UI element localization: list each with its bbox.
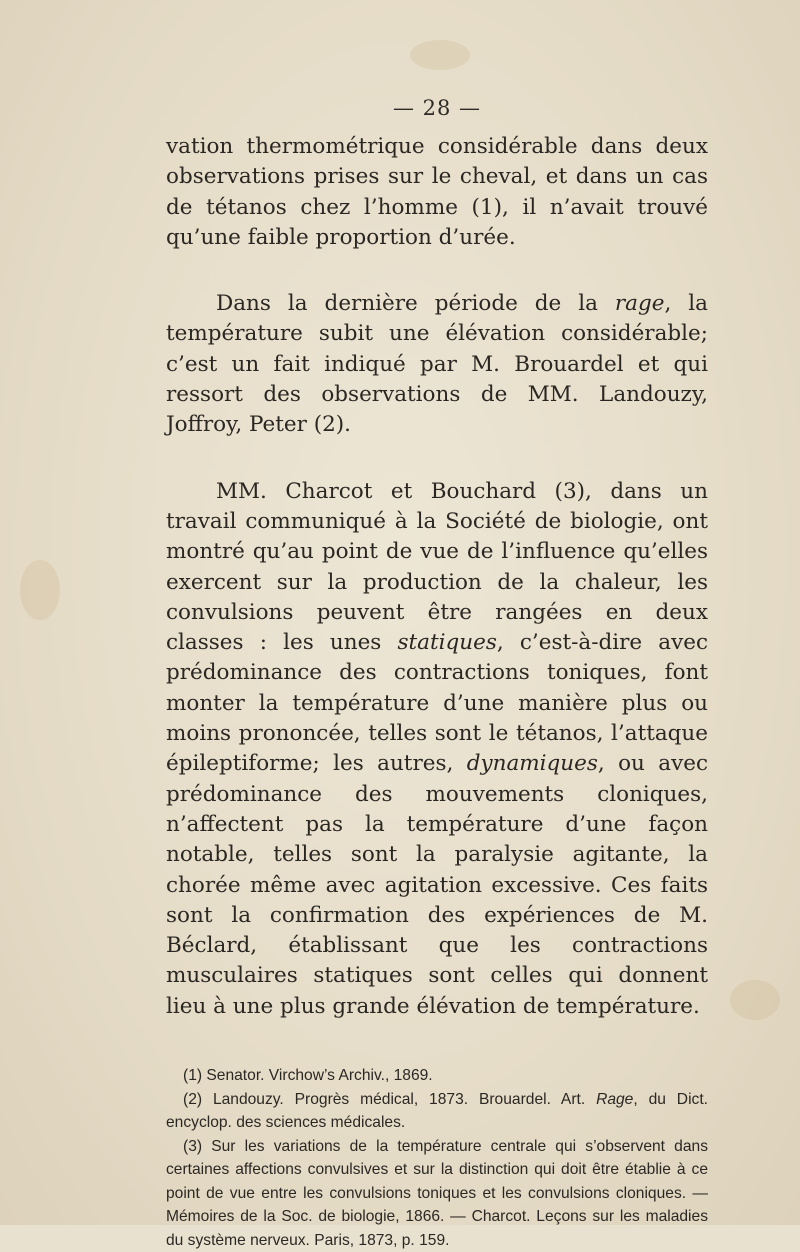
paragraph-1: [166, 132, 708, 253]
footnote-3: (3) Sur les variations de la température centrale qui s’observent dans certaines affections convulsives et sur la distinction qui doit être établie à ce point de vue entre les convulsions toniques et les convulsions cloniques. — Mémoires de la Soc. de biologie, 1866. — Charcot. Leçons sur les maladies du système nerveux. Paris, 1873, p. 159.: [166, 1137, 708, 1249]
footnote-1: (1) Senator. Virchow’s Archiv., 1869.: [183, 1067, 433, 1085]
footnote-2-text-start: (2) Landouzy. Progrès médical, 1873. Brouardel. Art.: [183, 1090, 597, 1108]
paragraph-3-text-c: , ou avec prédominance des mouvements cloniques, n’affectent pas la température d’une façon notable, telles sont la paralysie agitante, la chorée même avec agitation excessive. Ces faits sont la confirmation des expériences de M. Béclard, établissant que les contractions musculaires statiques sont celles qui donnent lieu à une plus grande élévation de température.: [166, 751, 708, 1019]
paper-stain: [410, 40, 470, 70]
footnote-2-italic-rage: Rage: [596, 1090, 634, 1108]
page-content: [166, 96, 708, 1252]
paper-stain: [730, 980, 780, 1020]
paragraph-2: [166, 289, 708, 440]
paper-stain: [20, 560, 60, 620]
page-number: — 28 —: [392, 96, 482, 120]
paragraph-3: [166, 477, 708, 1022]
footnote-2: [166, 1088, 708, 1135]
footnote-2-text-end: , du Dict. encyclop. des sciences médicales.: [166, 1090, 708, 1132]
paragraph-3-text-b: , c’est-à-dire avec prédominance des contractions toniques, font monter la température d’une manière plus ou moins prononcée, telles sont le tétanos, l’attaque épileptiforme; les autres,: [166, 630, 708, 777]
paragraph-2-text-start: Dans la dernière période de la: [216, 291, 615, 317]
paragraph-3-italic-statiques: statiques: [397, 630, 497, 656]
footnote-gap: [166, 1022, 708, 1064]
paragraph-2-text-end: , la température subit une élévation considérable; c’est un fait indiqué par M. Brouardel et qui ressort des observations de MM. Landouzy, Joffroy, Peter (2).: [166, 291, 708, 438]
paragraph-3-text-a: MM. Charcot et Bouchard (3), dans un travail communiqué à la Société de biologie, ont montré qu’au point de vue de l’influence qu’elles exercent sur la production de la chaleur, les convulsions peuvent être rangées en deux classes : les unes: [166, 478, 708, 656]
paragraph-2-italic-rage: rage: [614, 291, 665, 317]
paragraph-3-italic-dynamiques: dynamiques: [466, 751, 598, 777]
paragraph-1-text: vation thermométrique considérable dans deux observations prises sur le cheval, et dans un cas de tétanos chez l’homme (1), il n’avait trouvé qu’une faible proportion d’urée.: [166, 134, 708, 250]
